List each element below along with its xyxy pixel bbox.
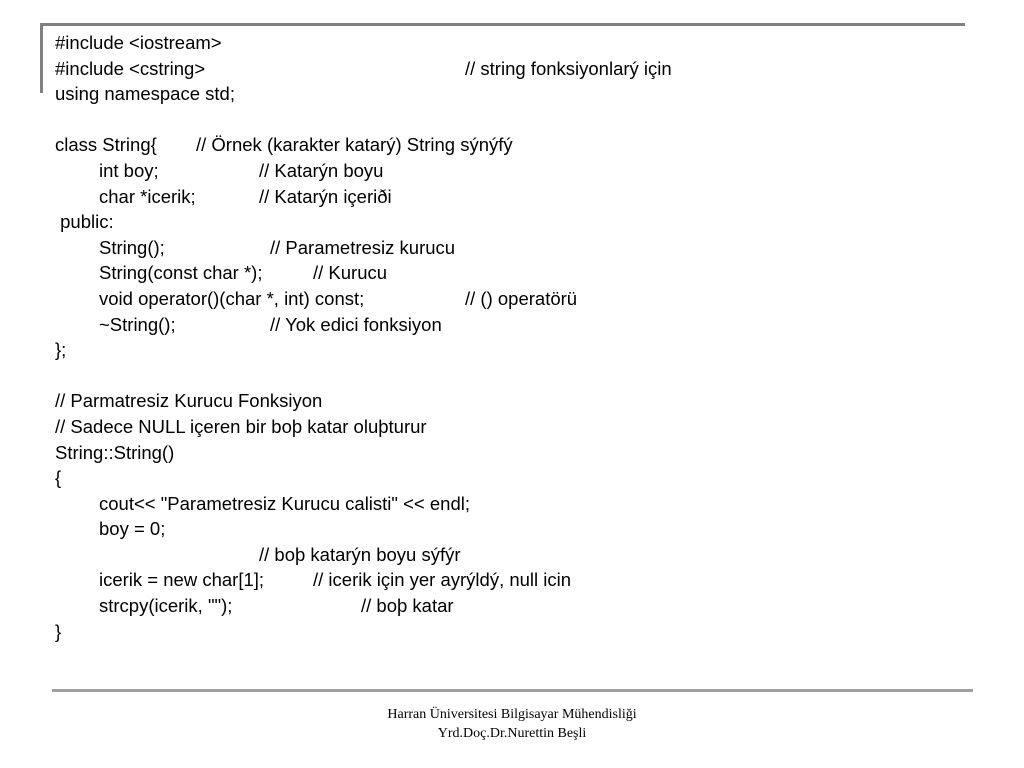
code-line [55, 465, 955, 491]
code-text: }; [55, 339, 67, 361]
footer-institution: Harran Üniversitesi Bilgisayar Mühendisliği [387, 707, 637, 722]
code-comment: // () operatörü [465, 287, 578, 309]
code-comment: // boþ katarýn boyu sýfýr [259, 543, 461, 565]
code-line [55, 567, 955, 593]
code-line [55, 516, 955, 542]
code-listing [55, 30, 955, 644]
code-line [55, 132, 955, 158]
slide-frame-left [40, 23, 43, 93]
code-text: cout<< "Parametresiz Kurucu calisti" << endl; [99, 492, 470, 514]
code-text: int boy; [99, 159, 159, 181]
code-text: // Sadece NULL içeren bir boþ katar oluþturur [55, 415, 427, 437]
code-line [55, 235, 955, 261]
code-line [55, 209, 955, 235]
code-line [55, 286, 955, 312]
code-line [55, 107, 955, 133]
code-line [55, 440, 955, 466]
code-text: String(); [99, 236, 165, 258]
code-comment: // Katarýn boyu [259, 159, 384, 181]
code-text: strcpy(icerik, ""); [99, 595, 233, 617]
code-text: icerik = new char[1]; [99, 569, 265, 591]
code-comment: // string fonksiyonlarý için [465, 57, 672, 79]
code-text: class String{ [55, 134, 157, 156]
code-text: } [55, 620, 62, 642]
code-line [55, 56, 955, 82]
code-text: ~String(); [99, 313, 176, 335]
code-line [55, 158, 955, 184]
code-comment: // Kurucu [313, 262, 388, 284]
footer-author: Yrd.Doç.Dr.Nurettin Beşli [437, 726, 587, 741]
code-line [55, 414, 955, 440]
code-text: { [55, 467, 62, 489]
slide-frame-top [40, 23, 965, 26]
code-line [55, 30, 955, 56]
code-line [55, 312, 955, 338]
code-comment: // Parametresiz kurucu [270, 236, 456, 258]
code-line [55, 184, 955, 210]
code-comment: // icerik için yer ayrýldý, null icin [313, 569, 572, 591]
code-text: public: [55, 211, 114, 233]
code-line [55, 260, 955, 286]
footer-divider [52, 689, 973, 692]
code-text: boy = 0; [99, 518, 166, 540]
code-text: #include <iostream> [55, 32, 222, 53]
code-line [55, 491, 955, 517]
code-text: void operator()(char *, int) const; [99, 287, 365, 309]
code-text: using namespace std; [55, 83, 235, 105]
code-text: #include <cstring> [55, 57, 206, 79]
code-comment: // Katarýn içeriði [259, 185, 392, 207]
code-line [55, 388, 955, 414]
code-comment: // Yok edici fonksiyon [270, 313, 442, 335]
code-line [55, 593, 955, 619]
code-line [55, 81, 955, 107]
code-comment: // boþ katar [361, 595, 454, 617]
code-line [55, 363, 955, 389]
code-line [55, 619, 955, 645]
code-text: String(const char *); [99, 262, 263, 284]
slide-footer [0, 705, 1024, 743]
code-comment: // Örnek (karakter katarý) String sýnýfý [196, 134, 513, 156]
code-line [55, 337, 955, 363]
code-line [55, 542, 955, 568]
code-text: // Parmatresiz Kurucu Fonksiyon [55, 390, 323, 412]
code-text: char *icerik; [99, 185, 196, 207]
code-text: String::String() [55, 441, 175, 463]
